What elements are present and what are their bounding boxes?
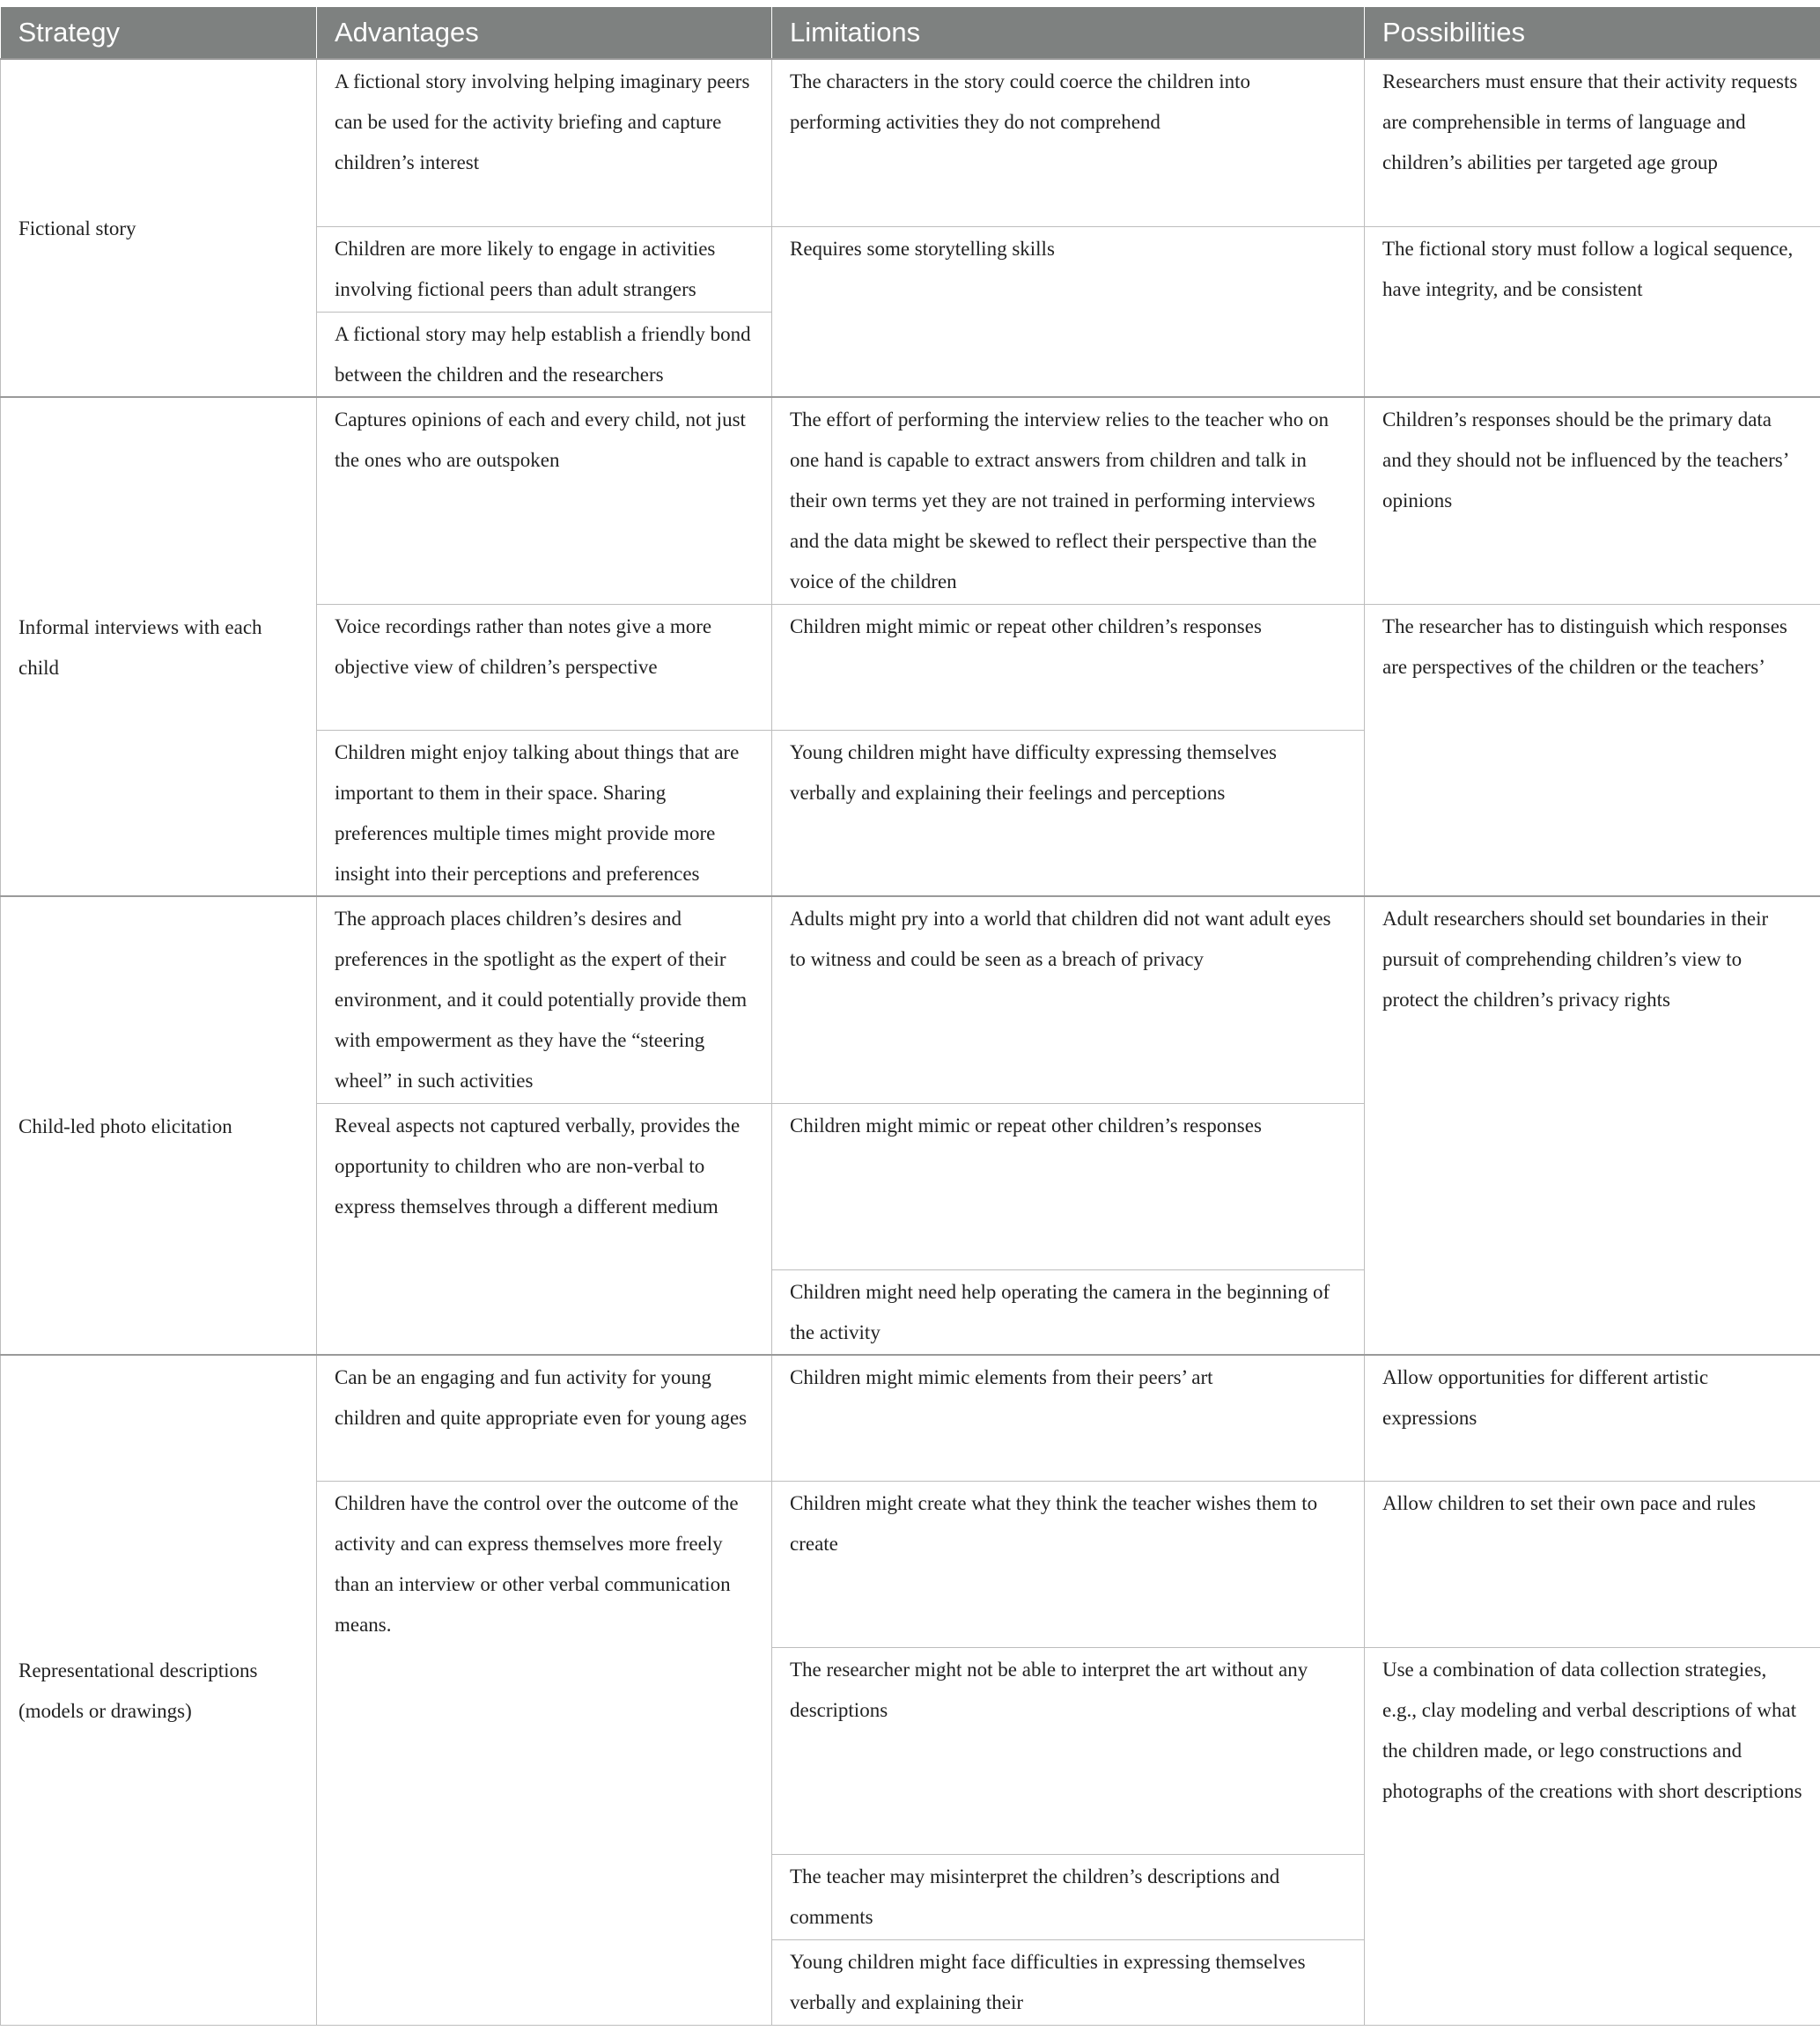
strategy-table xyxy=(0,7,1820,2026)
advantage-cell: Reveal aspects not captured verbally, provides the opportunity to children who are non-verbal to express themselves through a different medium xyxy=(317,1103,772,1355)
limitation-cell: Children might need help operating the camera in the beginning of the activity xyxy=(772,1269,1365,1355)
limitation-cell: The effort of performing the interview relies to the teacher who on one hand is capable to extract answers from children and talk in their own terms yet they are not trained in performing interviews and the data might be skewed to reflect their perspective than the voice of the children xyxy=(772,397,1365,604)
header-advantages: Advantages xyxy=(317,7,772,59)
advantage-cell: Can be an engaging and fun activity for young children and quite appropriate even for young ages xyxy=(317,1355,772,1481)
strategy-table-container xyxy=(0,7,1820,2026)
strategy-cell: Representational descriptions (models or drawings) xyxy=(1,1355,317,2025)
table-row xyxy=(1,1355,1820,1481)
possibility-cell: Allow children to set their own pace and rules xyxy=(1365,1481,1820,1647)
limitation-cell: Adults might pry into a world that children did not want adult eyes to witness and could be seen as a breach of privacy xyxy=(772,896,1365,1103)
limitation-cell: Children might mimic elements from their peers’ art xyxy=(772,1355,1365,1481)
limitation-cell: The researcher might not be able to interpret the art without any descriptions xyxy=(772,1647,1365,1854)
possibility-cell: Children’s responses should be the primary data and they should not be influenced by the teachers’ opinions xyxy=(1365,397,1820,604)
advantage-cell: A fictional story involving helping imaginary peers can be used for the activity briefing and capture children’s interest xyxy=(317,59,772,226)
limitation-cell: Children might mimic or repeat other children’s responses xyxy=(772,604,1365,730)
possibility-cell: Use a combination of data collection strategies, e.g., clay modeling and verbal descriptions of what the children made, or lego constructions and photographs of the creations with short descriptions xyxy=(1365,1647,1820,2025)
possibility-cell: Adult researchers should set boundaries in their pursuit of comprehending children’s view to protect the children’s privacy rights xyxy=(1365,896,1820,1355)
possibility-cell: The fictional story must follow a logical sequence, have integrity, and be consistent xyxy=(1365,226,1820,397)
limitation-cell: Young children might face difficulties in expressing themselves verbally and explaining their xyxy=(772,1939,1365,2025)
strategy-cell: Child-led photo elicitation xyxy=(1,896,317,1355)
possibility-cell: Allow opportunities for different artistic expressions xyxy=(1365,1355,1820,1481)
possibility-cell: Researchers must ensure that their activity requests are comprehensible in terms of language and children’s abilities per targeted age group xyxy=(1365,59,1820,226)
header-possibilities: Possibilities xyxy=(1365,7,1820,59)
header-limitations: Limitations xyxy=(772,7,1365,59)
advantage-cell: Voice recordings rather than notes give a more objective view of children’s perspective xyxy=(317,604,772,730)
table-row xyxy=(1,896,1820,1103)
limitation-cell: Children might mimic or repeat other children’s responses xyxy=(772,1103,1365,1269)
table-row xyxy=(1,59,1820,226)
advantage-cell: Captures opinions of each and every child, not just the ones who are outspoken xyxy=(317,397,772,604)
limitation-cell: The teacher may misinterpret the children’s descriptions and comments xyxy=(772,1854,1365,1939)
limitation-cell: The characters in the story could coerce the children into performing activities they do not comprehend xyxy=(772,59,1365,226)
advantage-cell: A fictional story may help establish a friendly bond between the children and the researchers xyxy=(317,312,772,397)
header-strategy: Strategy xyxy=(1,7,317,59)
advantage-cell: Children are more likely to engage in activities involving fictional peers than adult strangers xyxy=(317,226,772,312)
possibility-cell: The researcher has to distinguish which responses are perspectives of the children or the teachers’ xyxy=(1365,604,1820,896)
limitation-cell: Requires some storytelling skills xyxy=(772,226,1365,397)
strategy-cell: Fictional story xyxy=(1,59,317,397)
limitation-cell: Children might create what they think the teacher wishes them to create xyxy=(772,1481,1365,1647)
advantage-cell: The approach places children’s desires and preferences in the spotlight as the expert of their environment, and it could potentially provide them with empowerment as they have the “steering wheel” in such activities xyxy=(317,896,772,1103)
advantage-cell: Children have the control over the outcome of the activity and can express themselves more freely than an interview or other verbal communication means. xyxy=(317,1481,772,2025)
table-row xyxy=(1,397,1820,604)
advantage-cell: Children might enjoy talking about things that are important to them in their space. Sharing preferences multiple times might provide more insight into their perceptions and preferences xyxy=(317,730,772,896)
limitation-cell: Young children might have difficulty expressing themselves verbally and explaining their feelings and perceptions xyxy=(772,730,1365,896)
strategy-cell: Informal interviews with each child xyxy=(1,397,317,896)
header-row xyxy=(1,7,1820,59)
